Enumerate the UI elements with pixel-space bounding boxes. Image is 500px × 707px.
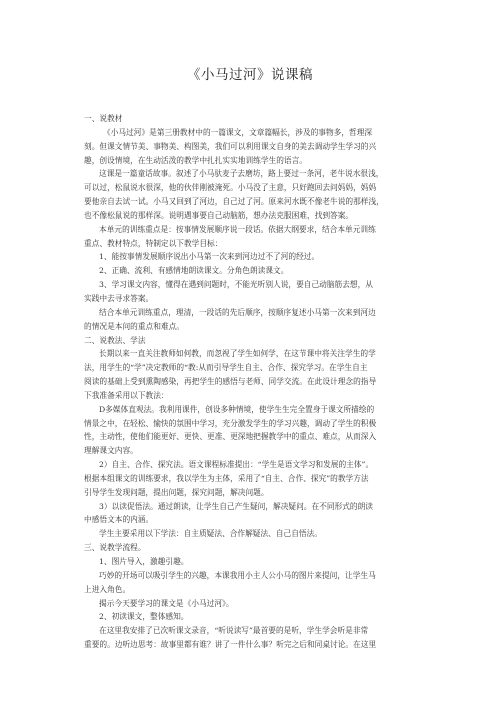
text-line: 1、能按事情发展顺序说出小马第一次来到河边过不了河的经过。 [99, 252, 320, 262]
document-body [84, 112, 418, 652]
text-line: 法，用学生的“学”决定教师的“教:从而引导学生自主、合作、探究学习。在学生自主 [84, 363, 368, 373]
text-line: 重要的。边听边思考：故事里都有谁？讲了一件什么事？听完之后和同桌讨论。在这里 [84, 640, 377, 650]
text-line: 刻。但课文情节美、事物美、构图美，我们可以利用课文自身的美去调动学生学习的兴 [84, 141, 377, 151]
text-line: 1、图片导入，激趣引趣。 [99, 557, 189, 566]
text-line: 揭示今天要学习的课文是《小马过河》。 [99, 598, 234, 608]
text-line: 可以过，松鼠说水很深，他的伙伴刚被淹死。小马没了主意，只好跑回去问妈妈，妈妈 [84, 183, 377, 193]
text-line: 引导学生发现问题，提出问题，探究问题，解决问题。 [84, 487, 269, 497]
text-line: 实践中去寻求答案。 [84, 293, 154, 303]
text-line: 一、说教材 [84, 114, 123, 123]
text-line: 二、说教法、学法 [84, 335, 146, 345]
text-line: D多媒体直观法。我利用课件，创设多种情境，使学生生完全置身于课文所描绘的 [99, 404, 375, 414]
text-line: 结合本单元训练重点，理清，一段话的先后顺序，按顺序复述小马第一次来到河边 [99, 307, 376, 317]
text-line: 学生主要采用以下学法：自主质疑法、合作解疑法、自己自悟法。 [99, 529, 322, 539]
text-line: 的情况是本问的重点和难点。 [84, 321, 184, 331]
text-line: 3）以读促悟法。通过朗读，让学生自己产生疑问，解决疑问。在不同形式的朗读 [99, 501, 373, 511]
text-line: 重点、教材特点，特制定以下教学目标： [84, 238, 223, 248]
text-line: 3、学习课文内容，懂得在遇到问题时，不能光听别人说，要自己动脑筋去想，从 [99, 280, 373, 290]
text-line: 下我准备采用以下教法： [84, 390, 169, 400]
document-title: 《小马过河》说课稿 [187, 67, 313, 83]
text-line: 情景之中，在轻松、愉快的氛围中学习，充分激发学生的学习兴趣，调动了学生的积极 [84, 418, 377, 428]
text-line: 三、说教学流程。 [84, 543, 146, 553]
text-line: 阅读的基础上受到熏陶感染，再把学生的感悟与老师、同学交流。在此设计理念的指导 [84, 377, 377, 387]
text-line: 2）自主、合作、探究法。语文课程标准提出：“学生是语文学习和发展的主体”。 [99, 460, 374, 470]
text-line: 理解课文内容。 [84, 446, 138, 456]
text-line: 2、初读课文，整体感知。 [99, 612, 189, 622]
text-line: 长期以来一直关注教师如何教，而忽视了学生如何学，在这节课中将关注学生的学 [99, 349, 376, 359]
text-line: 中感悟文本的内涵。 [84, 515, 154, 525]
text-line: 也不像松鼠说的那样深。说明遇事要自己动脑筋，想办法克服困难，找到答案。 [84, 210, 354, 220]
text-line: 在这里我安排了已次听课文录音，“听说读写”最首要的是听，学生学会听是非常 [99, 626, 369, 636]
text-line: 巧妙的开场可以吸引学生的兴趣，本课我用小主人公小马的图片来提问，让学生马 [99, 570, 376, 580]
text-line: 趣，创设情境，在生动活泼的教学中扎扎实实地训练学生的语言。 [84, 155, 307, 165]
text-line: 2、正确、流利、有感情地朗读课文。分角色朗读课文。 [99, 266, 289, 276]
text-line: 性，主动性，使他们能更好、更快、更准、更深地把握教学中的重点、难点，从而深入 [84, 432, 377, 442]
text-line: 这课是一篇童话故事。叙述了小马驮麦子去磨坊，路上要过一条河，老牛说水很浅， [99, 169, 384, 179]
text-line: 《小马过河》是第三册教材中的一篇课文，文章篇幅长，涉及的事物多，哲理深 [103, 127, 373, 137]
text-line: 本单元的训练重点是：按事情发展顺序说一段话。依据大纲要求，结合本单元训练 [99, 224, 376, 234]
text-line: 上进入角色。 [84, 584, 131, 594]
text-line: 根据本组课文的训练要求，我以学生为主体，采用了“自主、合作、探究”的教学方法 [84, 473, 369, 483]
text-line: 要他亲自去试一试。小马又回到了河边，自己过了河。原来河水既不像老牛说的那样浅， [84, 197, 384, 207]
